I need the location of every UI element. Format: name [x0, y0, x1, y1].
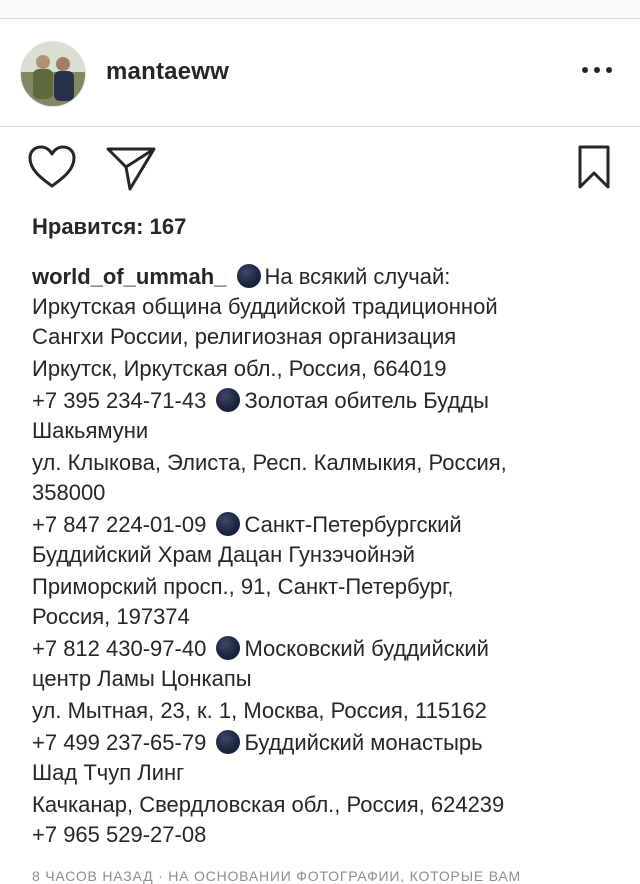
paper-plane-icon[interactable] — [104, 143, 158, 193]
caption-line: Приморский просп., 91, Санкт-Петербург, — [32, 574, 454, 599]
caption-line: Россия, 197374 — [32, 604, 190, 629]
phone-number[interactable]: +7 965 529-27-08 — [32, 822, 207, 847]
caption-line — [32, 386, 622, 416]
heart-icon[interactable] — [26, 143, 78, 191]
avatar[interactable] — [20, 41, 86, 107]
caption-line: Сангхи России, религиозная организация — [32, 324, 457, 349]
caption-line: ул. Клыкова, Элиста, Респ. Калмыкия, Россия, — [32, 450, 507, 475]
caption-line — [32, 262, 622, 292]
dark-circle-icon — [216, 512, 240, 536]
caption-text: Золотая обитель Будды — [244, 388, 489, 413]
post-author-username[interactable]: mantaeww — [106, 58, 229, 85]
caption-line: ул. Мытная, 23, к. 1, Москва, Россия, 115162 — [32, 698, 487, 723]
phone-number[interactable]: +7 812 430-97-40 — [32, 636, 207, 661]
post-header — [0, 19, 640, 127]
caption-line: центр Ламы Цонкапы — [32, 666, 252, 691]
caption-line: Иркутск, Иркутская обл., Россия, 664019 — [32, 356, 447, 381]
caption-line: Буддийский Храм Дацан Гунзэчойнэй — [32, 542, 415, 567]
avatar-photo — [21, 42, 85, 106]
caption-line: Шакьямуни — [32, 418, 149, 443]
caption-text: На всякий случай: — [264, 264, 451, 289]
caption-line: Шад Тчуп Линг — [32, 760, 185, 785]
top-bar — [0, 0, 640, 19]
caption-line — [32, 634, 622, 664]
caption-line — [32, 820, 622, 850]
caption-line: Качканар, Свердловская обл., Россия, 624239 — [32, 792, 505, 817]
caption-text: Буддийский монастырь — [244, 730, 483, 755]
bookmark-icon[interactable] — [574, 143, 614, 193]
caption-text: Московский буддийский — [244, 636, 489, 661]
phone-number[interactable]: +7 499 237-65-79 — [32, 730, 207, 755]
caption-username[interactable]: world_of_ummah_ — [32, 264, 227, 289]
dark-circle-icon — [216, 388, 240, 412]
caption-text: Санкт-Петербургский — [244, 512, 462, 537]
action-bar — [0, 127, 640, 207]
caption-line — [32, 510, 622, 540]
phone-number[interactable]: +7 395 234-71-43 — [32, 388, 207, 413]
caption-line: Иркутская община буддийской традиционной — [32, 294, 498, 319]
dark-circle-icon — [216, 730, 240, 754]
caption-line — [32, 728, 622, 758]
post-caption — [32, 262, 622, 850]
post-timestamp: 8 ЧАСОВ НАЗАД · НА ОСНОВАНИИ ФОТОГРАФИИ, КОТОРЫЕ ВАМ — [32, 868, 521, 884]
more-options-icon[interactable] — [580, 65, 614, 75]
dark-circle-icon — [237, 264, 261, 288]
caption-line: 358000 — [32, 480, 106, 505]
phone-number[interactable]: +7 847 224-01-09 — [32, 512, 207, 537]
likes-count[interactable]: Нравится: 167 — [32, 214, 187, 239]
dark-circle-icon — [216, 636, 240, 660]
